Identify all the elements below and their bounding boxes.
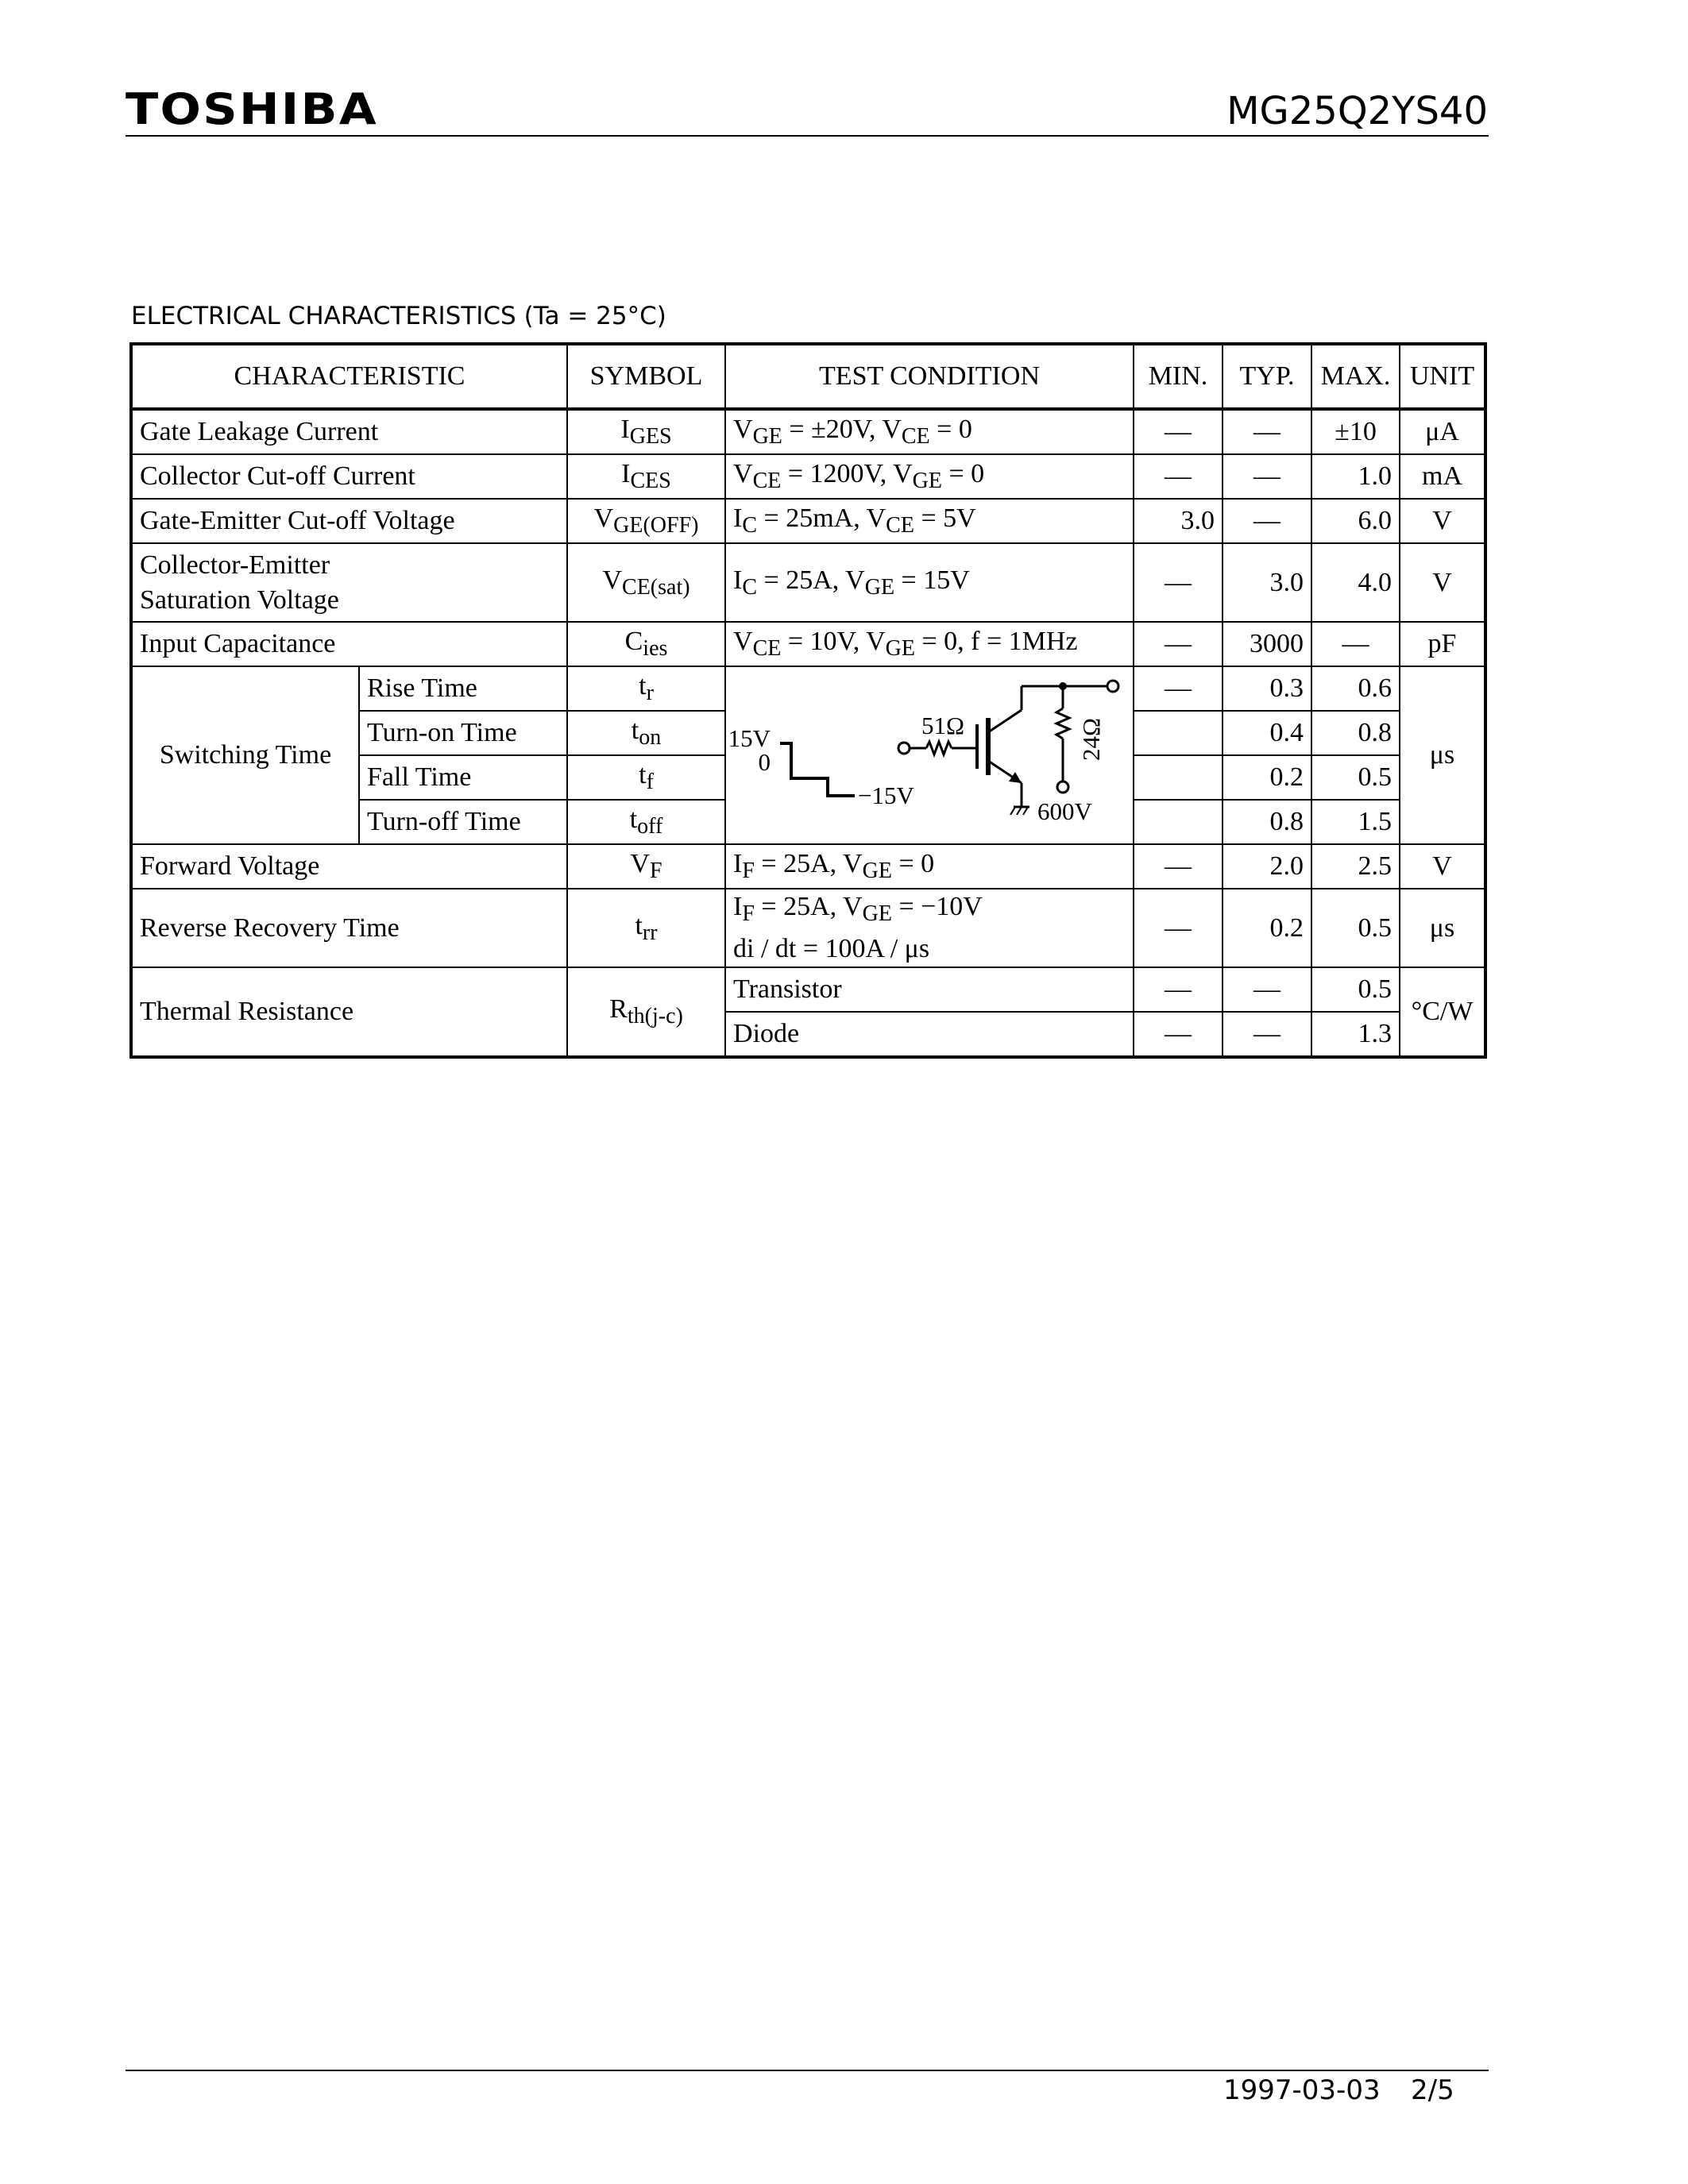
symbol-cell: $R_{th(j-c)}$	[567, 967, 725, 1057]
col-typ: TYP.	[1223, 344, 1311, 409]
table-row	[131, 666, 1485, 711]
gate-pulse-waveform	[780, 743, 855, 796]
condition-cell: $I_C = 25mA$, $V_{CE} = 5V$	[725, 499, 1134, 543]
switching-test-circuit	[725, 666, 1134, 844]
col-test-condition: TEST CONDITION	[725, 344, 1134, 409]
condition-cell: $I_F = 25A$, $V_{GE} = 0$	[725, 844, 1134, 889]
unit-cell: μs	[1400, 889, 1485, 967]
typ-cell: —	[1223, 967, 1311, 1012]
condition-cell: Diode	[725, 1012, 1134, 1057]
max-cell: 1.5	[1311, 800, 1400, 844]
section-title: ELECTRICAL CHARACTERISTICS (Ta = 25°C)	[131, 302, 666, 330]
typ-cell: 2.0	[1223, 844, 1311, 889]
brand-logo: TOSHIBA	[126, 84, 378, 134]
table-row	[131, 499, 1485, 543]
part-number: MG25Q2YS40	[1226, 89, 1488, 133]
typ-cell: —	[1223, 409, 1311, 454]
max-cell: 1.3	[1311, 1012, 1400, 1057]
header-row	[131, 344, 1485, 409]
max-cell: 4.0	[1311, 543, 1400, 622]
max-cell: 0.6	[1311, 666, 1400, 711]
symbol-cell: $C_{ies}$	[567, 622, 725, 666]
pulse-zero-label: 0	[758, 748, 771, 776]
ground-hatch	[1010, 807, 1015, 815]
condition-cell: $I_C = 25A$, $V_{GE} = 15V$	[725, 543, 1134, 622]
unit-cell: μA	[1400, 409, 1485, 454]
gate-resistor-label: 51Ω	[921, 712, 965, 739]
symbol-cell: $V_{GE(OFF)}$	[567, 499, 725, 543]
typ-cell: 3.0	[1223, 543, 1311, 622]
sub-characteristic-cell: Rise Time	[359, 666, 567, 711]
characteristic-cell: Collector Cut-off Current	[131, 454, 567, 499]
table-row	[131, 543, 1485, 622]
max-cell: 0.8	[1311, 711, 1400, 755]
table-row	[131, 409, 1485, 454]
typ-cell: 0.4	[1223, 711, 1311, 755]
condition-cell: $V_{CE} = 1200V$, $V_{GE} = 0$	[725, 454, 1134, 499]
page-number: 2/5	[1411, 2074, 1454, 2106]
igbt-emitter-arrow	[1009, 772, 1022, 783]
typ-cell: 0.2	[1223, 889, 1311, 967]
min-cell: —	[1134, 409, 1223, 454]
condition-cell: Transistor	[725, 967, 1134, 1012]
characteristic-cell: Forward Voltage	[131, 844, 567, 889]
unit-cell: °C/W	[1400, 967, 1485, 1057]
pulse-low-label: −15V	[858, 781, 914, 809]
col-max: MAX.	[1311, 344, 1400, 409]
min-cell: —	[1134, 889, 1223, 967]
switching-circuit-diagram	[726, 667, 1134, 843]
sub-characteristic-cell: Turn-off Time	[359, 800, 567, 844]
unit-cell: mA	[1400, 454, 1485, 499]
sub-characteristic-cell: Turn-on Time	[359, 711, 567, 755]
igbt-collector-lead	[988, 710, 1022, 732]
unit-cell: V	[1400, 543, 1485, 622]
col-unit: UNIT	[1400, 344, 1485, 409]
min-cell: —	[1134, 543, 1223, 622]
electrical-characteristics-table	[129, 342, 1487, 1059]
revision-date: 1997-03-03	[1223, 2074, 1381, 2106]
footer-rule	[126, 2070, 1489, 2071]
max-cell: ±10	[1311, 409, 1400, 454]
col-min: MIN.	[1134, 344, 1223, 409]
typ-cell: 3000	[1223, 622, 1311, 666]
symbol-cell: $V_{CE(sat)}$	[567, 543, 725, 622]
typ-cell: —	[1223, 454, 1311, 499]
symbol-cell: $t_{off}$	[567, 800, 725, 844]
characteristic-cell	[131, 543, 567, 622]
sub-characteristic-cell: Fall Time	[359, 755, 567, 800]
load-resistor	[1056, 708, 1069, 739]
condition-line: di / dt = 100A / μs	[733, 934, 930, 963]
unit-cell: pF	[1400, 622, 1485, 666]
characteristic-cell: Switching Time	[131, 666, 359, 844]
col-symbol: SYMBOL	[567, 344, 725, 409]
typ-cell: —	[1223, 499, 1311, 543]
table-row	[131, 967, 1485, 1012]
min-cell	[1134, 800, 1223, 844]
min-cell: —	[1134, 666, 1223, 711]
max-cell: 0.5	[1311, 889, 1400, 967]
characteristic-cell: Gate-Emitter Cut-off Voltage	[131, 499, 567, 543]
symbol-cell: $V_F$	[567, 844, 725, 889]
characteristic-cell: Input Capacitance	[131, 622, 567, 666]
symbol-cell: $t_{on}$	[567, 711, 725, 755]
load-resistor-label: 24Ω	[1077, 717, 1106, 761]
min-cell: —	[1134, 1012, 1223, 1057]
table-row	[131, 889, 1485, 967]
table-row	[131, 622, 1485, 666]
characteristic-cell: Reverse Recovery Time	[131, 889, 567, 967]
condition-cell: $V_{CE} = 10V$, $V_{GE} = 0$, f = 1MHz	[725, 622, 1134, 666]
min-cell: —	[1134, 622, 1223, 666]
min-cell: —	[1134, 967, 1223, 1012]
min-cell: —	[1134, 454, 1223, 499]
header-rule	[126, 135, 1489, 137]
symbol-cell: $t_f$	[567, 755, 725, 800]
characteristic-cell: Thermal Resistance	[131, 967, 567, 1057]
unit-cell: μs	[1400, 666, 1485, 844]
symbol-cell: $t_{rr}$	[567, 889, 725, 967]
min-cell: —	[1134, 844, 1223, 889]
condition-cell	[725, 889, 1134, 967]
supply-terminal	[1057, 781, 1068, 793]
unit-cell: V	[1400, 844, 1485, 889]
max-cell: 0.5	[1311, 755, 1400, 800]
condition-line: $I_F = 25A$, $V_{GE} = -10V$	[733, 892, 983, 926]
max-cell: 1.0	[1311, 454, 1400, 499]
typ-cell: 0.2	[1223, 755, 1311, 800]
output-terminal	[1107, 681, 1118, 692]
unit-cell: V	[1400, 499, 1485, 543]
max-cell: —	[1311, 622, 1400, 666]
typ-cell: —	[1223, 1012, 1311, 1057]
characteristic-line: Saturation Voltage	[140, 585, 339, 615]
typ-cell: 0.8	[1223, 800, 1311, 844]
min-cell	[1134, 755, 1223, 800]
max-cell: 2.5	[1311, 844, 1400, 889]
min-cell	[1134, 711, 1223, 755]
typ-cell: 0.3	[1223, 666, 1311, 711]
table-row	[131, 844, 1485, 889]
max-cell: 0.5	[1311, 967, 1400, 1012]
symbol-cell: $I_{GES}$	[567, 409, 725, 454]
min-cell: 3.0	[1134, 499, 1223, 543]
condition-cell: $V_{GE} = \pm 20V$, $V_{CE} = 0$	[725, 409, 1134, 454]
supply-voltage-label: 600V	[1037, 797, 1092, 825]
characteristic-line: Collector-Emitter	[140, 550, 330, 580]
table-row	[131, 454, 1485, 499]
characteristic-cell: Gate Leakage Current	[131, 409, 567, 454]
gate-terminal	[898, 743, 910, 754]
col-characteristic: CHARACTERISTIC	[131, 344, 567, 409]
gate-resistor	[926, 742, 952, 754]
symbol-cell: $t_r$	[567, 666, 725, 711]
pulse-high-label: 15V	[728, 724, 771, 752]
max-cell: 6.0	[1311, 499, 1400, 543]
symbol-cell: $I_{CES}$	[567, 454, 725, 499]
